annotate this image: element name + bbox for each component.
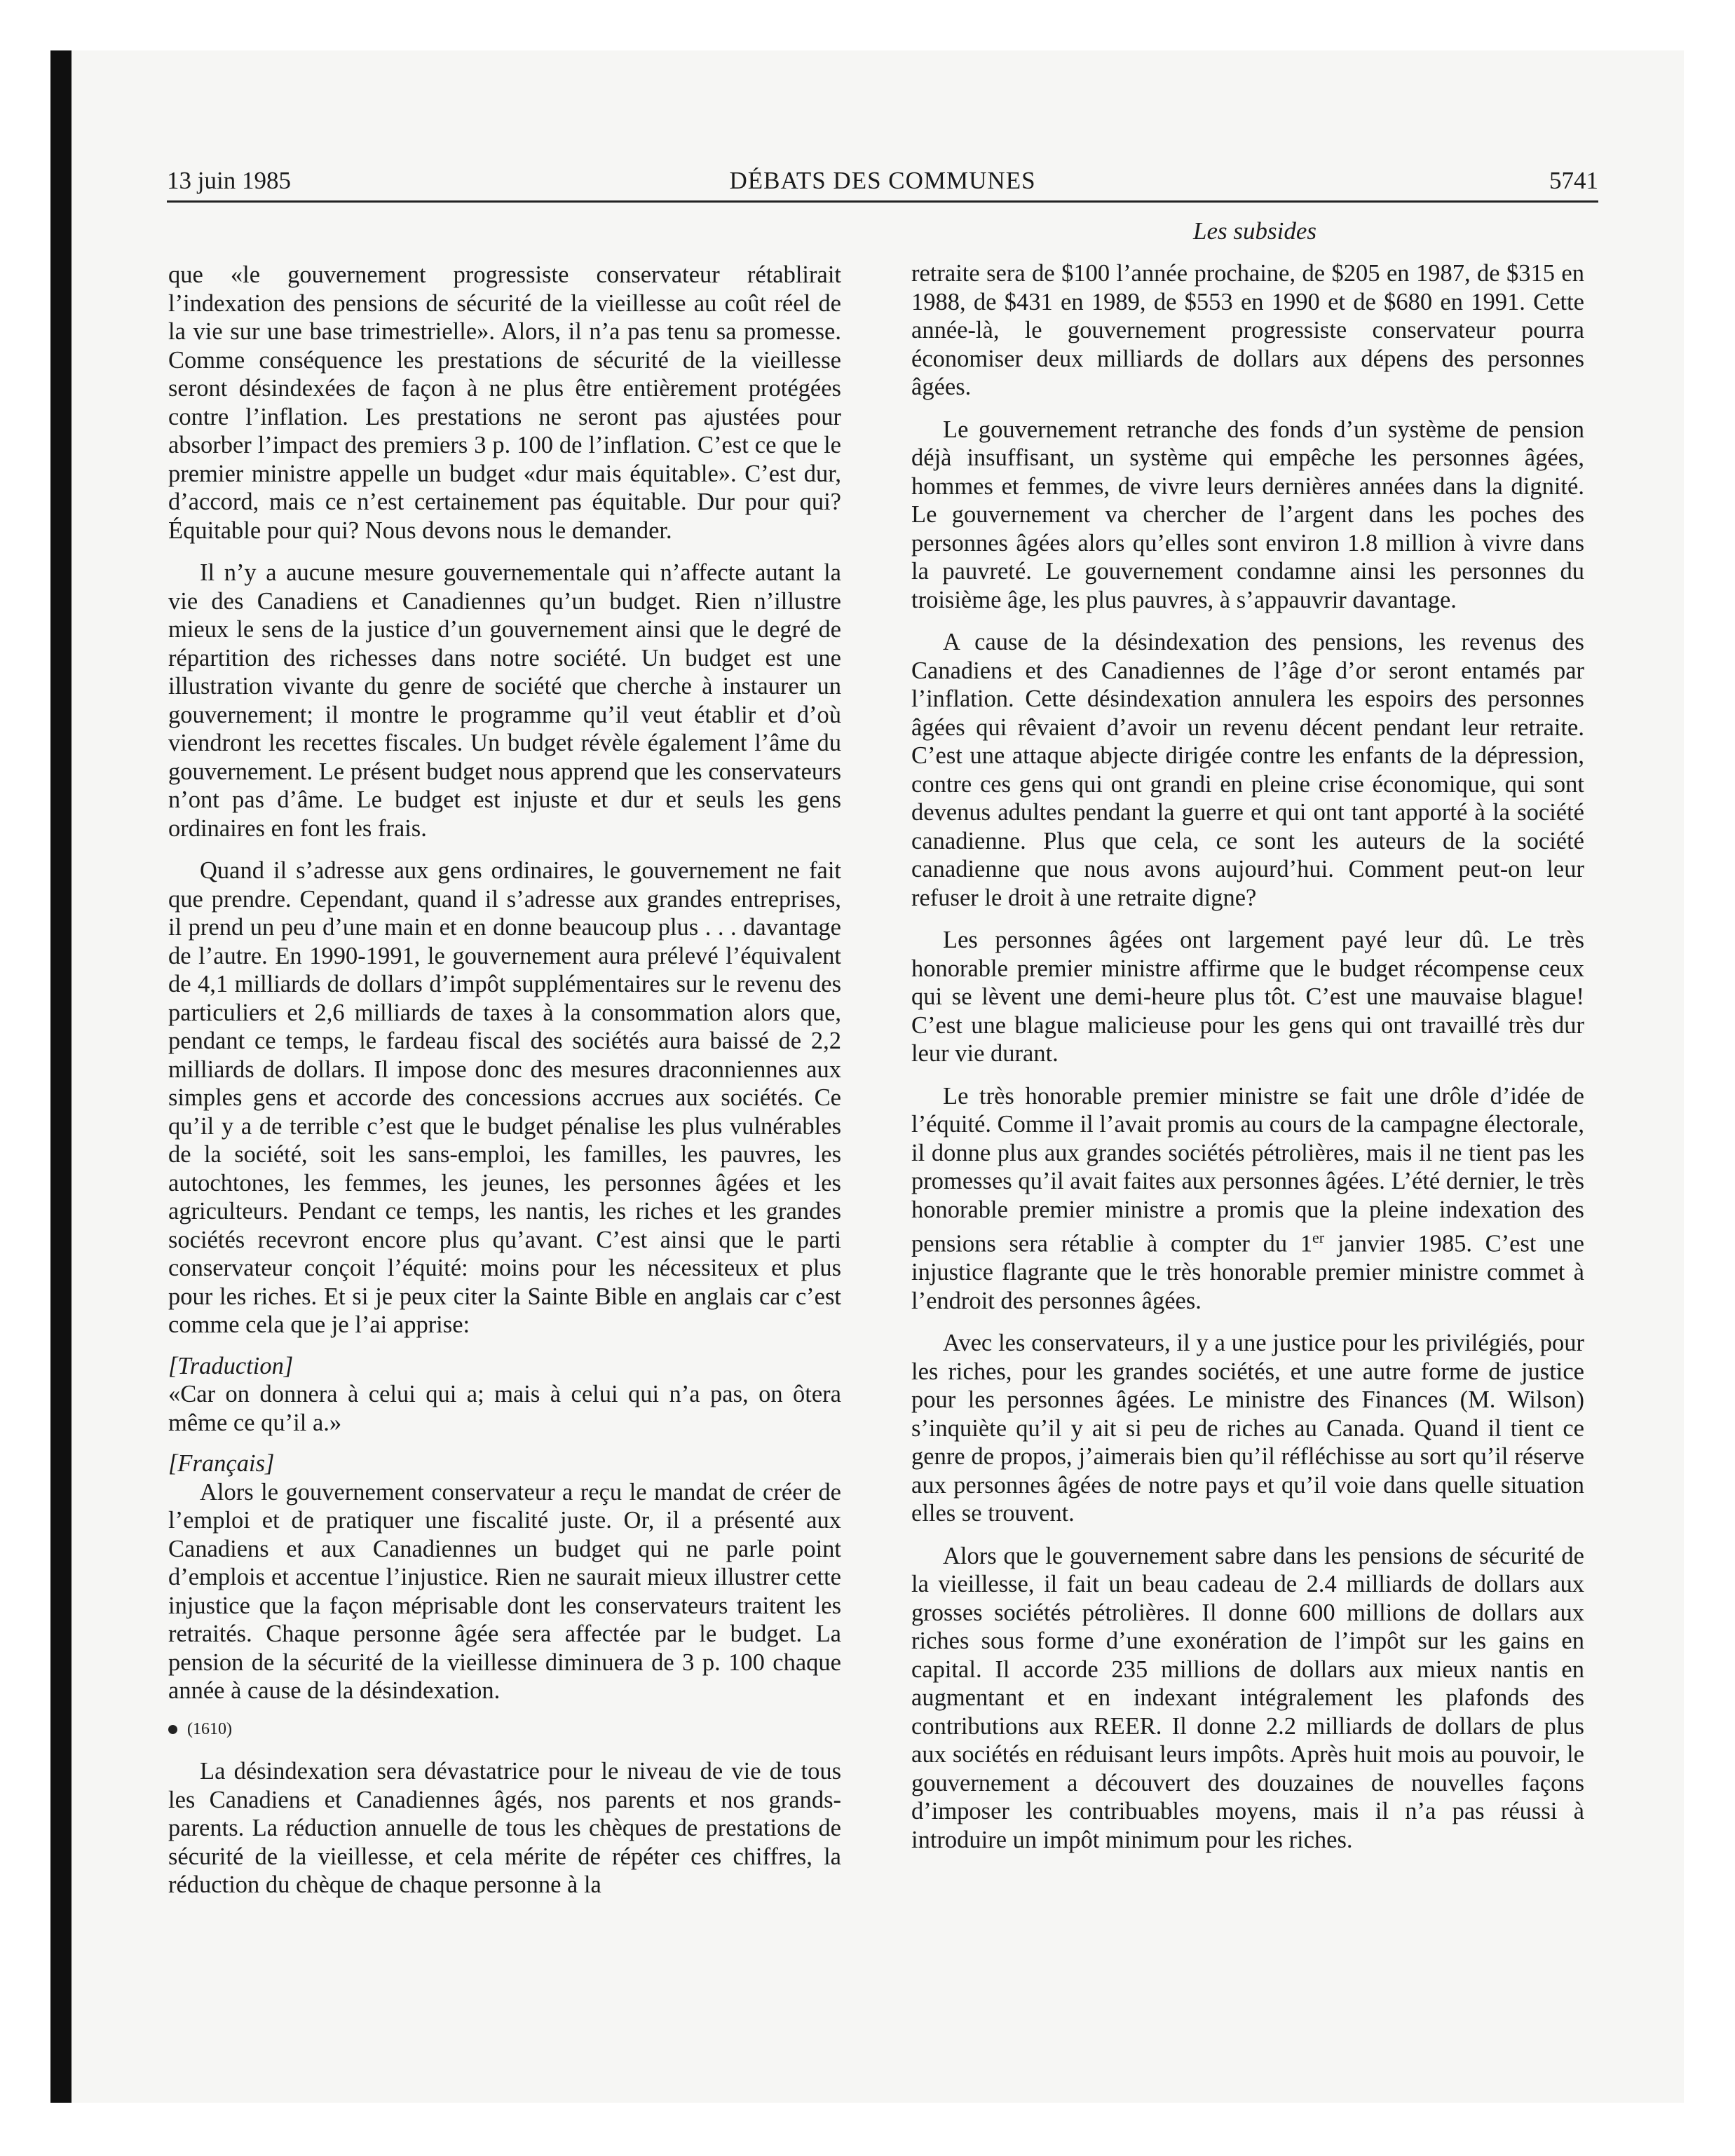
header-page-number: 5741: [1549, 167, 1598, 194]
paragraph-text: Le très honorable premier ministre se fait une drôle d’idée de l’équité. Comme il l’avait promis au cours de la campagne électorale, il donne plus aux grandes sociétés pétrolières, mais il ne tient pas les promesses qu’il avait faites aux personnes âgées. L’été dernier, le très honorable premier ministre a promis que la pleine indexation des pensions sera rétablie à compter du 1: [911, 1082, 1584, 1257]
header-date: 13 juin 1985: [167, 167, 291, 194]
paragraph: Alors le gouvernement conservateur a reçu le mandat de créer de l’emploi et de pratiquer une fiscalité juste. Or, il a présenté aux Canadiens et aux Canadiennes un budget qui ne parle point d’emplois et accentue l’injustice. Rien ne saurait mieux illustrer cette injustice que la façon méprisable dont les conservateurs traitent les retraités. Chaque personne âgée sera affectée par le budget. La pension de la sécurité de la vieillesse diminuera de 3 p. 100 chaque année à cause de la désindexation.: [168, 1478, 841, 1704]
paragraph: retraite sera de $100 l’année prochaine, de $205 en 1987, de $315 en 1988, de $431 en 1989, de $553 en 1990 et de $680 en 1991. Cette année-là, le gouvernement progressiste conservateur pourra économiser deux milliards de dollars aux dépens des personnes âgées.: [911, 260, 1584, 400]
time-marker-text: (1610): [187, 1719, 232, 1738]
paragraph: [911, 1082, 1584, 1316]
paragraph: que «le gouvernement progressiste conservateur rétablirait l’indexation des pensions de sécurité de la vieillesse au coût réel de la vie sur une base trimestrielle». Alors, il n’a pas tenu sa promesse. Comme conséquence les prestations de sécurité de la vieillesse seront désindexées de façon à ne plus être entièrement protégées contre l’inflation. Les prestations ne seront pas ajustées pour absorber l’impact des premiers 3 p. 100 de l’inflation. C’est ce que le premier ministre appelle un budget «dur mais équitable». C’est dur, d’accord, mais ce n’est certainement pas équitable. Dur pour qui? Équitable pour qui? Nous devons nous le demander.: [168, 261, 841, 544]
paragraph: Il n’y a aucune mesure gouvernementale qui n’affecte autant la vie des Canadiens et Canadiennes qu’un budget. Rien n’illustre mieux le sens de la justice d’un gouvernement ainsi que le degré de répartition des richesses dans notre société. Un budget est une illustration vivante du genre de société que cherche à instaurer un gouvernement; il montre le programme qu’il veut établir et d’où viendront les recettes fiscales. Un budget révèle également l’âme du gouvernement. Le présent budget nous apprend que les conservateurs n’ont pas d’âme. Le budget est injuste et dur et seuls les gens ordinaires en font les frais.: [168, 559, 841, 842]
left-column: [168, 261, 841, 1899]
right-column: [911, 259, 1584, 1854]
paragraph: Le gouvernement retranche des fonds d’un système de pension déjà insuffisant, un système qui empêche les personnes âgées, hommes et femmes, de vivre leurs dernières années dans la dignité. Le gouvernement va chercher de l’argent dans les poches des personnes âgées alors qu’elles sont environ 1.8 million à vivre dans la pauvreté. Le gouvernement condamne ainsi les personnes du troisième âge, les plus pauvres, à s’appauvrir davantage.: [911, 416, 1584, 613]
header-title: DÉBATS DES COMMUNES: [729, 167, 1036, 194]
label-francais: [Français]: [168, 1450, 275, 1477]
paragraph: Avec les conservateurs, il y a une justice pour les privilégiés, pour les riches, pour les grandes sociétés, et une autre forme de justice pour les personnes âgées. Le ministre des Finances (M. Wilson) s’inquiète qu’il y ait si peu de riches au Canada. Quand il tient ce genre de propos, j’aimerais bien qu’il réfléchisse au sort qu’il réserve aux personnes âgées de notre pays et qu’il voie dans quelle situation elles se trouvent.: [911, 1330, 1584, 1527]
bullet-icon: [168, 1725, 177, 1734]
page-header: [167, 162, 1598, 200]
superscript-er: er: [1312, 1229, 1325, 1246]
label-traduction: [Traduction]: [168, 1352, 294, 1379]
header-rule: [167, 200, 1598, 203]
paragraph-text: janvier 1985. C’est une injustice flagrante que le très honorable premier ministre commet à l’endroit des personnes âgées.: [911, 1230, 1584, 1314]
paragraph: Les personnes âgées ont largement payé leur dû. Le très honorable premier ministre affirme que le budget récompense ceux qui se lèvent une demi-heure plus tôt. C’est une mauvaise blague! C’est une blague malicieuse pour les gens qui ont travaillé très dur leur vie durant.: [911, 927, 1584, 1067]
paragraph: Alors que le gouvernement sabre dans les pensions de sécurité de la vieillesse, il fait un beau cadeau de 2.4 milliards de dollars aux grosses sociétés pétrolières. Il donne 600 millions de dollars aux riches sous forme d’une exonération de l’impôt sur les gains en capital. Il accorde 235 millions de dollars aux mieux nantis en augmentant et en indexant intégralement les plafonds des contributions aux REER. Il donne 2.2 milliards de dollars de plus aux sociétés en réduisant leurs impôts. Après huit mois au pouvoir, le gouvernement a découvert des douzaines de nouvelles façons d’imposer les contribuables moyens, mais il n’a pas réussi à introduire un impôt minimum pour les riches.: [911, 1542, 1584, 1853]
paragraph: Quand il s’adresse aux gens ordinaires, le gouvernement ne fait que prendre. Cependant, quand il s’adresse aux grandes entreprises, il prend un peu d’une main et en donne beaucoup plus . . . davantage de l’autre. En 1990-1991, le gouvernement aura prélevé l’équivalent de 4,1 milliards de dollars d’impôt supplémentaires sur le revenu des particuliers et 2,6 milliards de taxes à la consommation alors que, pendant ce temps, le fardeau fiscal des sociétés aura baissé de 2,2 milliards de dollars. Il impose donc des mesures draconniennes aux simples gens et accorde des concessions accrues aux sociétés. Ce qu’il y a de terrible c’est que le budget pénalise les plus vulnérables de la société, soit les sans-emploi, les familles, les pauvres, les autochtones, les femmes, les jeunes, les personnes âgées et les agriculteurs. Pendant ce temps, les nantis, les riches et les grandes sociétés recevront encore plus qu’avant. C’est ainsi que le parti conservateur conçoit l’équité: moins pour les nécessiteux et plus pour les riches. Et si je peux citer la Sainte Bible en anglais car c’est comme cela que je l’ai apprise:: [168, 857, 841, 1338]
time-marker: [168, 1715, 841, 1744]
paragraph: La désindexation sera dévastatrice pour le niveau de vie de tous les Canadiens et Canadiennes âgés, nos parents et nos grands-parents. La réduction annuelle de tous les chèques de prestations de sécurité de la vieillesse, et cela mérite de répéter ces chiffres, la réduction du chèque de chaque personne à la: [168, 1758, 841, 1898]
paragraph: A cause de la désindexation des pensions, les revenus des Canadiens et des Canadiennes de l’âge d’or seront entamés par l’inflation. Cette désindexation annulera les espoirs des personnes âgées qui rêvaient d’avoir un revenu décent pendant leur retraite. C’est une attaque abjecte dirigée contre les enfants de la dépression, contre ces gens qui ont grandi en pleine crise économique, qui sont devenus adultes pendant la guerre et qui ont tant apporté à la société canadienne. Plus que cela, ce sont les auteurs de la société canadienne que nous avons aujourd’hui. Comment peut-on leur refuser le droit à une retraite digne?: [911, 629, 1584, 911]
section-title: Les subsides: [1193, 217, 1316, 245]
scan-edge-bar: [50, 50, 72, 2103]
bible-quote: «Car on donnera à celui qui a; mais à celui qui n’a pas, on ôtera même ce qu’il a.»: [168, 1381, 841, 1436]
